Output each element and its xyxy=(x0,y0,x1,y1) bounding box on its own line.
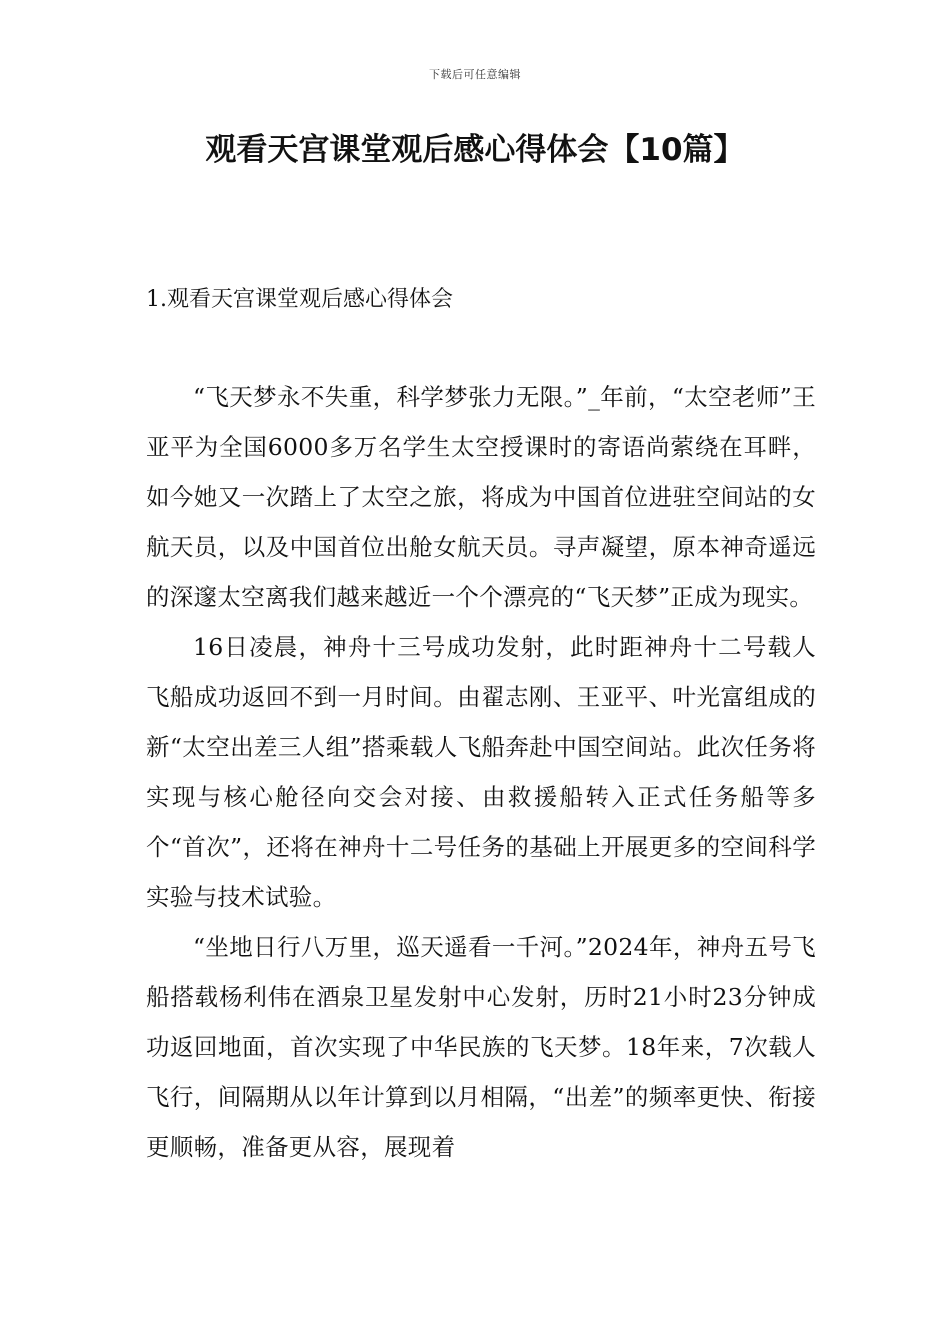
paragraph: “坐地日行八万里，巡天遥看一千河。”2024年，神舟五号飞船搭载杨利伟在酒泉卫星发射中心发射，历时21小时23分钟成功返回地面，首次实现了中华民族的飞天梦。18年来，7次载人飞行，间隔期从以年计算到以月相隔，“出差”的频率更快、衔接更顺畅，准备更从容，展现着 xyxy=(146,933,816,1161)
paragraph: 16日凌晨，神舟十三号成功发射，此时距神舟十二号载人飞船成功返回不到一月时间。由翟志刚、王亚平、叶光富组成的新“太空出差三人组”搭乘载人飞船奔赴中国空间站。此次任务将实现与核心舱径向交会对接、由救援船转入正式任务船等多个“首次”，还将在神舟十二号任务的基础上开展更多的空间科学实验与技术试验。 xyxy=(146,633,816,911)
header-note: 下载后可任意编辑 xyxy=(429,68,521,81)
section-heading: 1.观看天宫课堂观后感心得体会 xyxy=(146,287,453,312)
paragraph: “飞天梦永不失重，科学梦张力无限。”_年前，“太空老师”王亚平为全国6000多万名学生太空授课时的寄语尚萦绕在耳畔，如今她又一次踏上了太空之旅，将成为中国首位进驻空间站的女航天员，以及中国首位出舱女航天员。寻声凝望，原本神奇遥远的深邃太空离我们越来越近一个个漂亮的“飞天梦”正成为现实。 xyxy=(146,383,816,611)
document-body xyxy=(146,372,816,1172)
document-title: 观看天宫课堂观后感心得体会【10篇】 xyxy=(205,132,745,168)
